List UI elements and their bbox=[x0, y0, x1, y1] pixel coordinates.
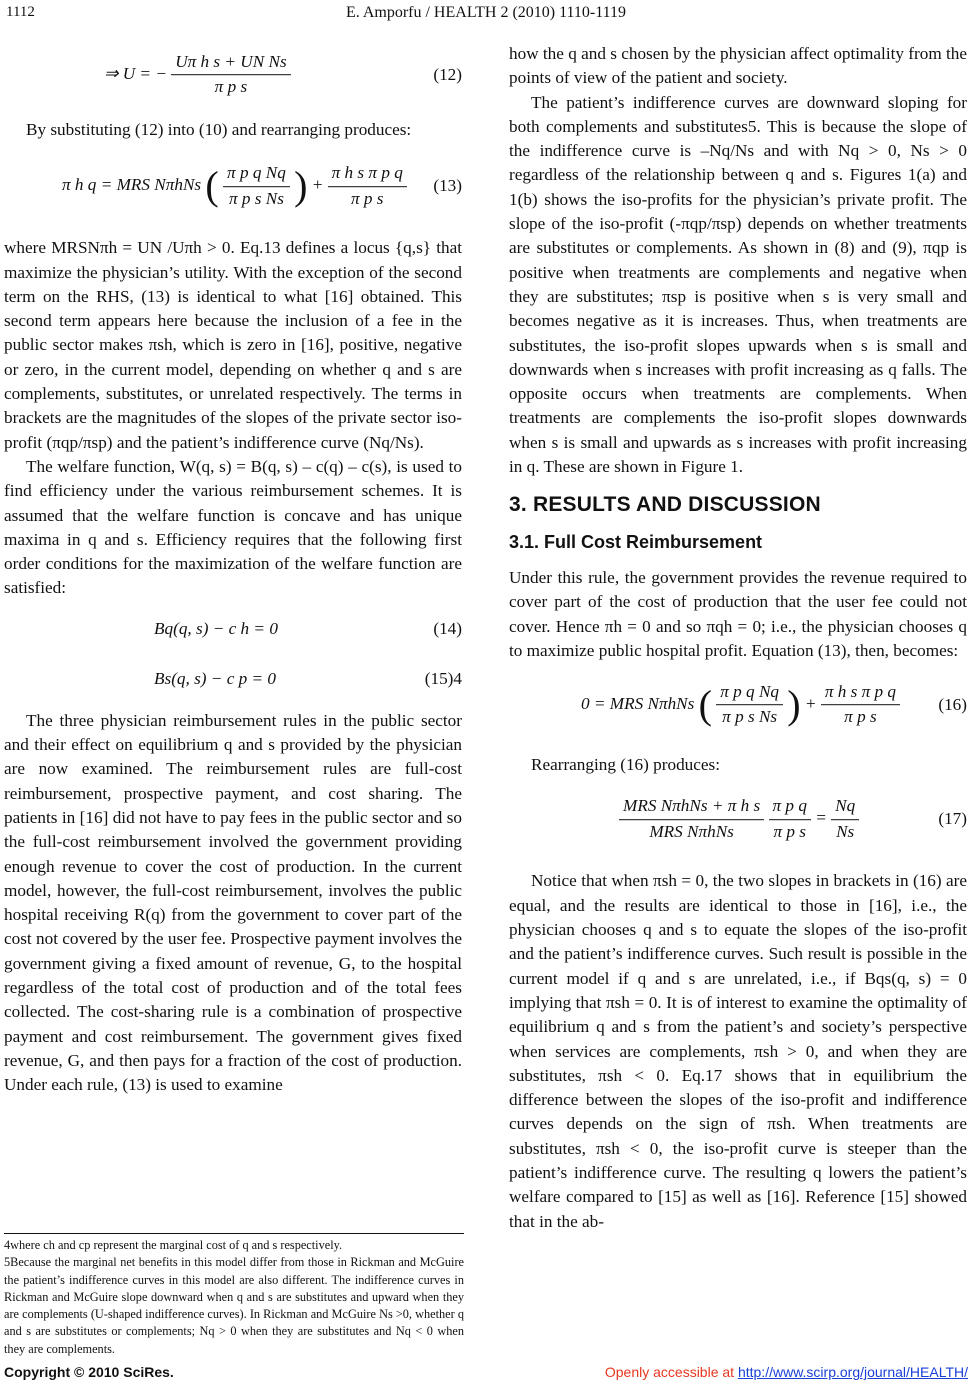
paragraph: where MRSNπh = UN /Uπh > 0. Eq.13 defines a locus {q,s} that maximize the physician’s utility. With the exception of the second term on the RHS, (13) is identical to what [16] obtained. This second term appears here because the inclusion of a fee in the public sector makes πsh, which is zero in [16], positive, negative or zero, in the current model, depending on whether q and s are complements, substitutes, or unrelated respectively. The terms in brackets are the magnitudes of the slopes of the private sector iso-profit (πqp/πsp) and the patient’s indifference curve (Nq/Ns). bbox=[4, 238, 462, 452]
eq12-label: (12) bbox=[433, 64, 462, 84]
eq13-lhs: π h q = MRS NπhNs bbox=[62, 175, 202, 195]
eq16-inner-numerator: π p q Nq bbox=[716, 680, 783, 705]
eq17-numerator-1: MRS NπhNs + π h s bbox=[619, 795, 764, 820]
journal-link[interactable]: http://www.scirp.org/journal/HEALTH/ bbox=[737, 1364, 968, 1380]
right-column bbox=[509, 42, 967, 1234]
equation-15 bbox=[4, 657, 462, 701]
equation-12: ⇒ U = − $\frac{\text{Uπ h s + UN Ns}}{\text{π p s}}$ (12) bbox=[4, 42, 462, 108]
eq17-numerator-2: π p q bbox=[769, 795, 811, 820]
eq17-denominator-1: MRS NπhNs bbox=[649, 821, 734, 841]
eq12-numerator: Uπ h s + UN Ns bbox=[171, 50, 290, 75]
paragraph: Under this rule, the government provides the revenue required to cover part of the cost of production that the user fee could not cover. Hence πh = 0 and so πqh = 0; i.e., the physician chooses q to maximize public hospital profit. Equation (13), then, becomes: bbox=[509, 567, 967, 660]
eq16-plus-fraction bbox=[821, 680, 900, 730]
footnote-4: 4where ch and cp represent the marginal cost of q and s respectively. bbox=[4, 1238, 343, 1252]
equation-13: π h q = MRS NπhNs ( $\frac{\text{π p q Nq}}{\text{π p s Ns}}$ ) + $\frac{\text{π h s π p q}}{\text{π p s}}$ (13) bbox=[4, 142, 462, 230]
eq16-lhs: 0 = MRS NπhNs bbox=[581, 694, 695, 714]
footnote-5: 5Because the marginal net benefits in this model differ from those in Rickman and McGuire the patient’s indifference curves in this model are also different. The indifference curves in Rickman and McGuire slope downward when q and s are substitutes and upward when they are complements (U-shaped indifference curves). In Rickman and McGuire Ns >0, whether q and s are substitutes or complements; Nq > 0 when they are substitutes and Nq < 0 when they are complements. bbox=[4, 1255, 464, 1356]
eq12-denominator: π p s bbox=[214, 77, 248, 97]
eq14-label: (14) bbox=[433, 618, 462, 638]
eq17-label: (17) bbox=[938, 809, 967, 829]
eq13-inner-numerator: π p q Nq bbox=[223, 162, 290, 187]
running-title: E. Amporfu / HEALTH 2 (2010) 1110-1119 bbox=[345, 4, 627, 21]
eq17-fraction-3 bbox=[831, 795, 859, 845]
paragraph: The patient’s indifference curves are downward sloping for both complements and substitutes5. This is because the slope of the indifference curve is –Nq/Ns and with Nq > 0, Ns > 0 regardless of the relationship between q and s. Figures 1(a) and 1(b) shows the iso-profits for the physician’s private profit. The slope of the iso-profit (-πqp/πsp) depends on whether treatments are substitutes or complements. As shown in (8) and (9), πqp is positive when treatments are complements and negative when they are substitutes; πsp is positive when s is very small and becomes negative as it is increases. Thus, when treatments are substitutes, the iso-profit slopes upwards when s is small and downwards when s increases with profit increasing as q falls. The opposite occurs when treatments are complements. When treatments are complements the iso-profit slopes downwards when s is small and upwards as s increases with profit increasing in q. These are shown in Figure 1. bbox=[509, 92, 967, 477]
eq15-body: Bs(q, s) − c p = 0 bbox=[154, 668, 277, 688]
left-column bbox=[4, 42, 462, 1098]
equation-17: $\frac{\text{MRS NπhNs + π h s}}{\text{MRS NπhNs}}$ $\frac{\text{π p q}}{\text{π p s}}$ = $\frac{Nq}{Ns}$ (17) bbox=[509, 777, 967, 861]
eq16-plus-denominator: π p s bbox=[844, 707, 877, 727]
eq16-label: (16) bbox=[938, 694, 967, 714]
running-header bbox=[0, 4, 972, 26]
paragraph: By substituting (12) into (10) and rearranging produces: bbox=[26, 120, 412, 139]
equation-16: 0 = MRS NπhNs ( $\frac{\text{π p q Nq}}{\text{π p s Ns}}$ ) + $\frac{\text{π h s π p q}}{\text{π p s}}$ (16) bbox=[509, 663, 967, 747]
eq13-plus-fraction bbox=[328, 162, 407, 212]
paragraph: The welfare function, W(q, s) = B(q, s) – c(q) – c(s), is used to find efficiency under the various reimbursement schemes. It is assumed that the welfare function is concave and has unique maxima in q and s. Efficiency requires that the following first order conditions for the maximization of the welfare function are satisfied: bbox=[4, 456, 462, 598]
eq16-inner-denominator: π p s Ns bbox=[722, 707, 778, 727]
eq13-label: (13) bbox=[433, 176, 462, 196]
eq15-label: (15)4 bbox=[424, 668, 462, 688]
eq13-bracket-fraction bbox=[223, 162, 290, 212]
eq17-fraction-2 bbox=[769, 795, 811, 845]
paragraph: The three physician reimbursement rules in the public sector and their effect on equilibrium q and s provided by the physician are now examined. The reimbursement rules are full-cost reimbursement, prospective payment, and cost sharing. The patients in [16] did not have to pay fees in the public sector and so the full-cost reimbursement involved the government providing enough revenue to cover the cost of production. In the current model, however, the full-cost reimbursement, involves the public hospital receiving R(q) from the government to cover part of the cost not covered by the user fee. Prospective payment involves the government giving a fixed amount of revenue, G, to the hospital regardless of the total cost of production and of the total fees collected. The cost-sharing rule is a combination of prospective payment and cost reimbursement. The government gives fixed revenue, G, and then pays for a fraction of the cost of production. Under each rule, (13) is used to examine bbox=[4, 710, 462, 1095]
eq17-denominator-2: π p s bbox=[773, 821, 806, 841]
page-number: 1112 bbox=[6, 4, 35, 20]
eq14-body: Bq(q, s) − c h = 0 bbox=[154, 618, 278, 638]
eq16-bracket-fraction bbox=[716, 680, 783, 730]
footnote-rule bbox=[4, 1233, 464, 1234]
eq12-fraction bbox=[171, 50, 290, 100]
eq17-numerator-3: Nq bbox=[831, 795, 859, 820]
open-access-label: Openly accessible at bbox=[604, 1364, 738, 1380]
paragraph: how the q and s chosen by the physician affect optimality from the points of view of the patient and society. bbox=[509, 44, 967, 88]
eq12-lhs: ⇒ U bbox=[104, 63, 136, 83]
eq17-fraction-1 bbox=[619, 795, 764, 845]
page-footer bbox=[0, 1364, 972, 1384]
copyright-notice: Copyright © 2010 SciRes. bbox=[4, 1364, 174, 1380]
eq17-denominator-3: Ns bbox=[836, 821, 855, 841]
eq13-plus-numerator: π h s π p q bbox=[328, 162, 407, 187]
eq13-inner-denominator: π p s Ns bbox=[228, 188, 284, 208]
subsection-heading: 3.1. Full Cost Reimbursement bbox=[509, 531, 763, 552]
eq16-plus-numerator: π h s π p q bbox=[821, 680, 900, 705]
paragraph: Rearranging (16) produces: bbox=[531, 755, 720, 775]
open-access-notice bbox=[605, 1364, 968, 1380]
equation-14 bbox=[4, 601, 462, 657]
footnotes bbox=[4, 1237, 464, 1358]
paragraph: Notice that when πsh = 0, the two slopes in brackets in (16) are equal, and the results are identical to those in [16], i.e., the physician chooses q and s to equate the slopes of the iso-profit and the patient’s indifference curves. Such result is possible in the current model if q and s are unrelated, i.e., if Bqs(q, s) = 0 implying that πsh = 0. It is of interest to examine the optimality of equilibrium q and s from the patient’s and society’s perspective when services are complements, πsh > 0, and when they are substitutes, πsh < 0. Eq.17 shows that in equilibrium the difference between the slopes of the iso-profit and indifference curves depends on the sign of πsh. When treatments are substitutes, πsh < 0, the iso-profit curve is steeper than the patient’s indifference curve. The resulting q lowers the patient’s welfare compared to [15] as well as [16]. Reference [15] showed that in the ab- bbox=[509, 871, 967, 1231]
eq13-plus-denominator: π p s bbox=[350, 188, 384, 208]
section-heading: 3. RESULTS AND DISCUSSION bbox=[509, 493, 821, 517]
